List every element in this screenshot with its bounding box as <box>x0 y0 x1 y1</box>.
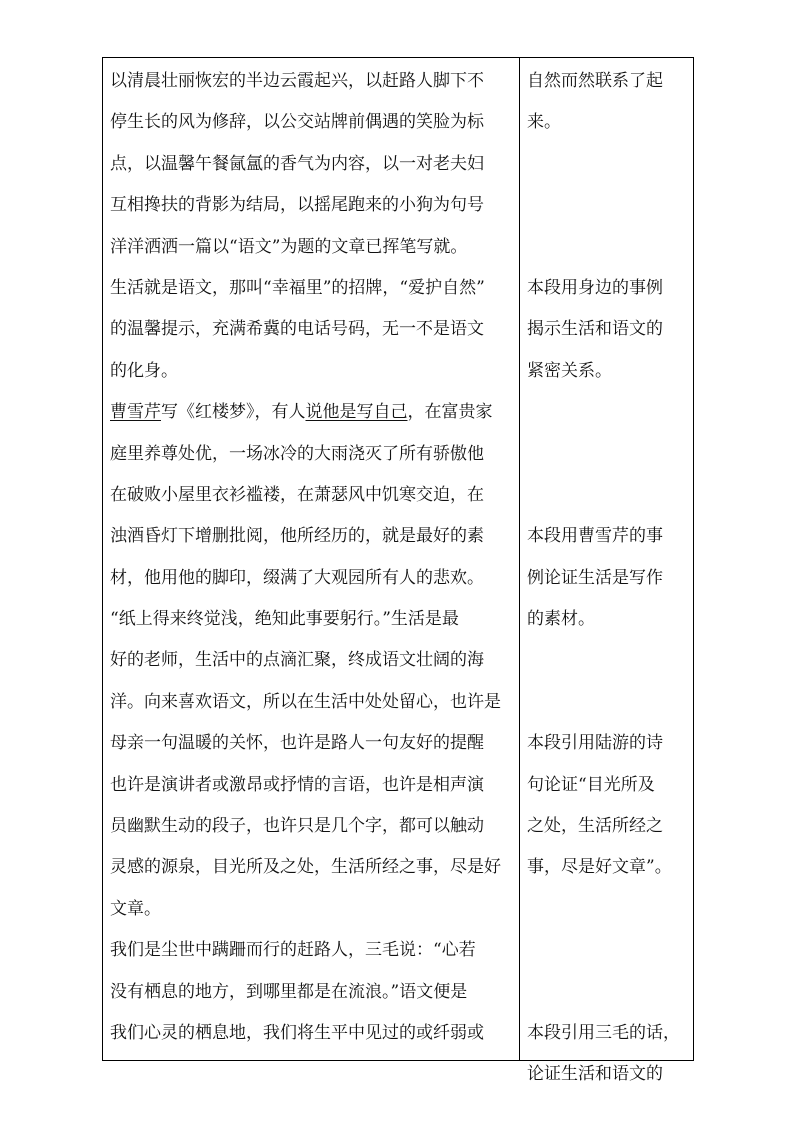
annotation-line <box>527 144 689 185</box>
annotation-line: 本段引用陆游的诗 <box>527 733 663 754</box>
text-line: 点，以温馨午餐氤氲的香气为内容，以一对老夫妇 <box>110 153 484 174</box>
annotation-line: 事，尽是好文章”。 <box>527 857 672 878</box>
annotation-line: 来。 <box>527 112 561 133</box>
plain-segment: 写《红楼梦》，有人 <box>161 402 306 423</box>
annotation-line <box>527 889 689 930</box>
underlined-name: 曹雪芹 <box>110 402 161 423</box>
text-line: 好的老师，生活中的点滴汇聚，终成语文壮阔的海 <box>110 650 484 671</box>
text-line: 以清晨壮丽恢宏的半边云霞起兴，以赶路人脚下不 <box>110 71 484 91</box>
column-divider <box>519 57 520 1061</box>
annotation-column <box>527 61 689 1096</box>
annotation-line <box>527 185 689 226</box>
text-line: 母亲一句温暖的关怀，也许是路人一句友好的提醒 <box>110 733 484 754</box>
annotation-line <box>527 475 689 516</box>
text-line: 互相搀扶的背影为结局，以摇尾跑来的小狗为句号 <box>110 195 484 216</box>
essay-text-column <box>110 61 516 1054</box>
annotation-line <box>527 640 689 681</box>
text-line: 员幽默生动的段子，也许只是几个字，都可以触动 <box>110 816 484 837</box>
annotation-line: 本段引用三毛的话， <box>527 1022 680 1043</box>
annotation-line: 之处，生活所经之 <box>527 816 663 837</box>
text-line: 停生长的风为修辞，以公交站牌前偶遇的笑脸为标 <box>110 112 484 133</box>
annotation-line: 本段用曹雪芹的事 <box>527 526 663 547</box>
annotation-line: 句论证“目光所及 <box>527 774 655 795</box>
annotation-line: 本段用身边的事例 <box>527 277 663 298</box>
annotation-line: 论证生活和语文的 <box>527 1064 663 1085</box>
annotation-line <box>527 972 689 1013</box>
annotation-line <box>527 392 689 433</box>
text-line: 灵感的源泉，目光所及之处，生活所经之事，尽是好 <box>110 857 501 878</box>
text-line: 的化身。 <box>110 360 178 381</box>
text-line: 生活就是语文，那叫“幸福里”的招牌，“爱护自然” <box>110 277 485 298</box>
annotation-line: 自然而然联系了起 <box>527 71 663 91</box>
text-line: 我们是尘世中蹒跚而行的赶路人，三毛说：“心若 <box>110 940 476 961</box>
underlined-phrase: 说他是写自己 <box>305 402 408 423</box>
annotation-line: 紧密关系。 <box>527 360 612 381</box>
text-line: 没有栖息的地方，到哪里都是在流浪。”语文便是 <box>110 981 468 1002</box>
annotation-line: 揭示生活和语文的 <box>527 319 663 340</box>
text-line: 洋洋洒洒一篇以“语文”为题的文章已挥笔写就。 <box>110 236 468 257</box>
text-line: 材，他用他的脚印，缀满了大观园所有人的悲欢。 <box>110 567 484 588</box>
annotation-line <box>527 930 689 971</box>
annotation-line: 的素材。 <box>527 609 595 630</box>
text-line-underlined <box>110 392 516 433</box>
annotation-line <box>527 682 689 723</box>
plain-segment: ，在富贵家 <box>407 402 493 423</box>
text-line: 我们心灵的栖息地，我们将生平中见过的或纤弱或 <box>110 1022 484 1043</box>
text-line: 也许是演讲者或激昂或抒情的言语，也许是相声演 <box>110 774 484 795</box>
text-line: 文章。 <box>110 898 161 919</box>
text-line: 在破败小屋里衣衫褴褛，在萧瑟风中饥寒交迫，在 <box>110 484 484 505</box>
annotation-line <box>527 227 689 268</box>
text-line: “纸上得来终觉浅，绝知此事要躬行。”生活是最 <box>110 609 459 630</box>
text-line: 的温馨提示，充满希冀的电话号码，无一不是语文 <box>110 319 484 340</box>
text-line: 洋。向来喜欢语文，所以在生活中处处留心，也许是 <box>110 691 501 712</box>
text-line: 浊酒昏灯下增删批阅，他所经历的，就是最好的素 <box>110 526 484 547</box>
annotation-line: 例论证生活是写作 <box>527 567 663 588</box>
annotation-line <box>527 434 689 475</box>
text-line: 庭里养尊处优，一场冰冷的大雨浇灭了所有骄傲他 <box>110 443 484 464</box>
